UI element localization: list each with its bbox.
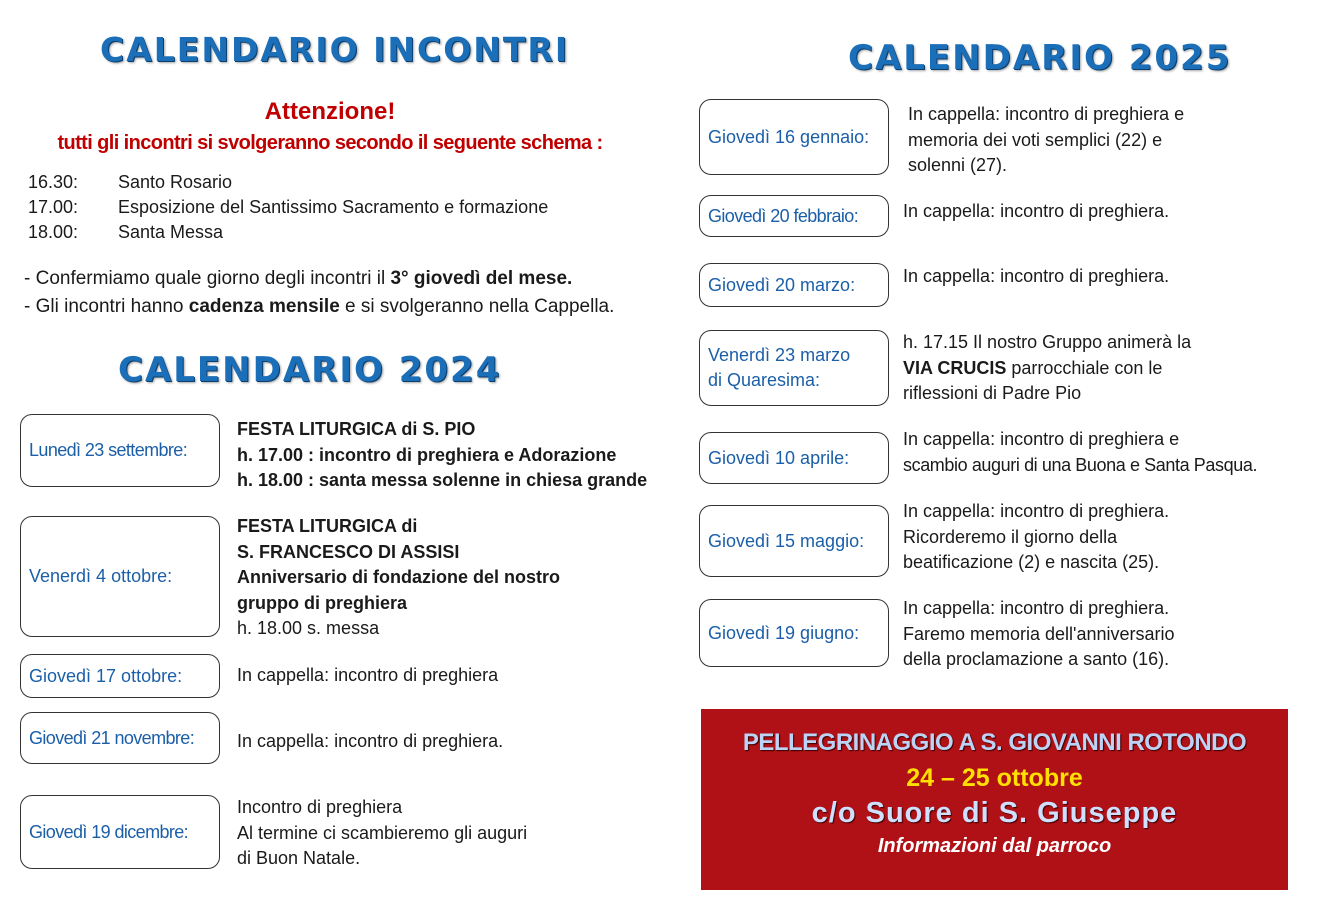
event-line: della proclamazione a santo (16). — [903, 649, 1170, 669]
event-line: gruppo di preghiera — [237, 592, 408, 613]
event-date-line2: di Quaresima: — [708, 370, 821, 390]
schedule-time: 16.30: — [28, 172, 79, 192]
title-calendario-2025: CALENDARIO 2025 — [848, 38, 1232, 78]
event-description — [908, 102, 1184, 179]
event-line: In cappella: incontro di preghiera. — [903, 598, 1170, 618]
schedule-time: 17.00: — [28, 197, 79, 217]
event-line: Anniversario di fondazione del nostro — [237, 567, 561, 587]
event-line: scambio auguri di una Buona e Santa Pasqua. — [903, 454, 1258, 475]
event-date: Giovedì 19 dicembre: — [29, 821, 189, 842]
schedule-activity: Santo Rosario — [118, 172, 233, 192]
event-description — [237, 514, 560, 642]
event-date: Giovedì 15 maggio: — [708, 530, 865, 551]
event-date-box — [699, 263, 889, 307]
event-line: beatificazione (2) e nascita (25). — [903, 552, 1160, 572]
event-date: Giovedì 20 febbraio: — [708, 205, 859, 226]
schedule-list — [28, 170, 628, 246]
event-description — [903, 499, 1169, 576]
event-date-box — [699, 99, 889, 175]
event-description — [903, 264, 1169, 290]
event-line: h. 18.00 s. messa — [237, 618, 380, 638]
event-line: Al termine ci scambieremo gli auguri — [237, 822, 528, 843]
schedule-activity: Santa Messa — [118, 222, 224, 242]
event-line-bold: VIA CRUCIS — [903, 357, 1007, 378]
event-date: Lunedì 23 settembre: — [29, 440, 188, 460]
event-date: Venerdì 23 marzo — [708, 345, 851, 365]
note-meeting-day-bold: 3° giovedì del mese. — [390, 268, 573, 289]
event-line: In cappella: incontro di preghiera. — [903, 266, 1170, 286]
note-cadence-text: - Gli incontri hanno — [24, 296, 189, 317]
event-line: di Buon Natale. — [237, 848, 361, 868]
event-line: Faremo memoria dell'anniversario — [903, 623, 1175, 644]
event-date: Giovedì 19 giugno: — [708, 622, 860, 643]
event-date-box — [699, 599, 889, 667]
event-line: FESTA LITURGICA di S. PIO — [237, 419, 476, 439]
event-date: Giovedì 21 novembre: — [29, 727, 195, 748]
pilgrimage-banner — [701, 709, 1288, 890]
title-calendario-2024: CALENDARIO 2024 — [118, 350, 502, 390]
event-date: Giovedì 16 gennaio: — [708, 126, 870, 147]
event-description — [903, 330, 1191, 407]
event-date-box — [20, 414, 220, 487]
event-description — [237, 729, 503, 755]
event-line: memoria dei voti semplici (22) e — [908, 129, 1163, 150]
attention-title: Attenzione! — [264, 98, 396, 125]
event-date-box — [699, 505, 889, 577]
banner-location: c/o Suore di S. Giuseppe — [811, 797, 1178, 829]
note-meeting-day — [24, 268, 572, 290]
schedule-row — [28, 170, 628, 195]
event-line: Incontro di preghiera — [237, 797, 403, 817]
event-date: Giovedì 17 ottobre: — [29, 665, 183, 686]
event-line: solenni (27). — [908, 155, 1008, 175]
title-calendario-incontri: CALENDARIO INCONTRI — [100, 30, 570, 69]
event-line: S. FRANCESCO DI ASSISI — [237, 541, 460, 562]
banner-title: PELLEGRINAGGIO A S. GIOVANNI ROTONDO — [742, 729, 1247, 756]
note-cadence — [24, 296, 614, 318]
event-date-box — [699, 195, 889, 237]
event-date: Venerdì 4 ottobre: — [29, 566, 173, 586]
event-description — [237, 417, 647, 494]
event-line: h. 17.00 : incontro di preghiera e Adorazione — [237, 444, 617, 465]
event-line: In cappella: incontro di preghiera. — [903, 201, 1170, 221]
note-cadence-text-end: e si svolgeranno nella Cappella. — [339, 296, 615, 317]
event-line: h. 18.00 : santa messa solenne in chiesa grande — [237, 470, 648, 490]
schedule-row — [28, 195, 628, 220]
event-line: Ricorderemo il giorno della — [903, 526, 1118, 547]
event-date-box — [699, 330, 889, 406]
note-cadence-bold: cadenza mensile — [188, 296, 340, 317]
event-description — [903, 596, 1175, 673]
banner-dates: 24 – 25 ottobre — [906, 764, 1083, 792]
event-line: FESTA LITURGICA di — [237, 516, 418, 536]
schedule-activity: Esposizione del Santissimo Sacramento e formazione — [118, 197, 549, 217]
event-line: In cappella: incontro di preghiera. — [237, 731, 504, 751]
event-line: In cappella: incontro di preghiera e — [908, 104, 1185, 124]
event-description — [903, 427, 1257, 478]
event-line: In cappella: incontro di preghiera e — [903, 429, 1180, 449]
attention-subtitle: tutti gli incontri si svolgeranno secondo il seguente schema : — [57, 132, 603, 154]
event-date-box — [20, 516, 220, 637]
event-date-box — [699, 432, 889, 484]
event-description — [903, 199, 1169, 225]
event-line: riflessioni di Padre Pio — [903, 383, 1082, 403]
event-line: In cappella: incontro di preghiera — [237, 665, 499, 685]
event-line: In cappella: incontro di preghiera. — [903, 501, 1170, 521]
event-line: h. 17.15 Il nostro Gruppo animerà la — [903, 332, 1192, 352]
schedule-row — [28, 220, 628, 245]
event-line: parrocchiale con le — [1006, 357, 1163, 378]
event-description — [237, 663, 498, 689]
event-date-box — [20, 795, 220, 869]
event-description — [237, 795, 527, 872]
note-meeting-day-text: - Confermiamo quale giorno degli incontri il — [24, 268, 391, 289]
event-date-box — [20, 654, 220, 698]
banner-info: Informazioni dal parroco — [877, 835, 1112, 857]
event-date-box — [20, 712, 220, 764]
schedule-time: 18.00: — [28, 222, 79, 242]
event-date: Giovedì 10 aprile: — [708, 447, 850, 468]
event-date: Giovedì 20 marzo: — [708, 274, 856, 295]
